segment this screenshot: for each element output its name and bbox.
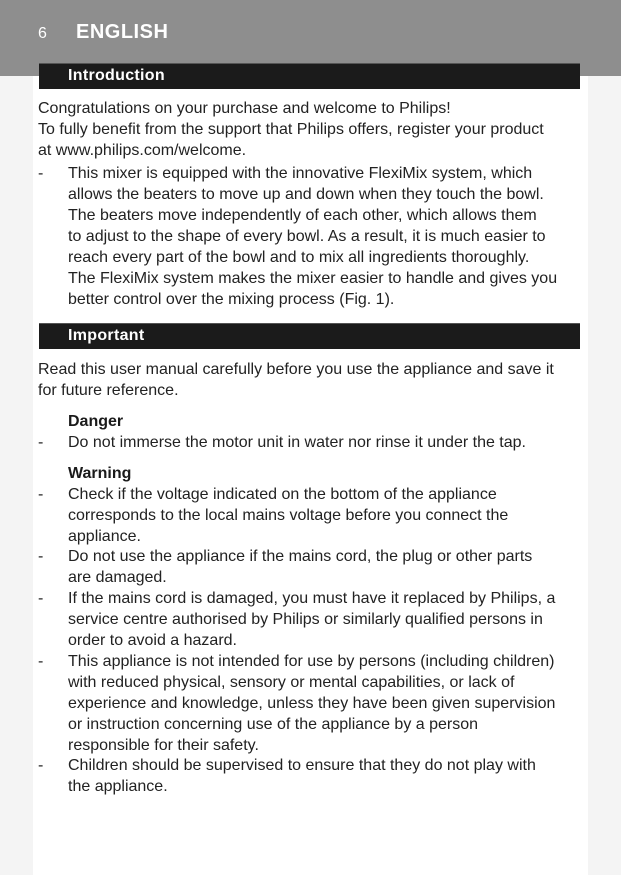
bullet-line: to adjust to the shape of every bowl. As a result, it is much easier to bbox=[68, 228, 546, 245]
bullet-text bbox=[68, 546, 583, 588]
bullet-line: responsible for their safety. bbox=[68, 737, 259, 754]
bullet-line: If the mains cord is damaged, you must have it replaced by Philips, a bbox=[68, 590, 556, 607]
bullet-line: with reduced physical, sensory or mental capabilities, or lack of bbox=[68, 674, 515, 691]
warning-item bbox=[38, 546, 583, 588]
bullet-line: or instruction concerning use of the appliance by a person bbox=[68, 716, 479, 733]
bullet-dash: - bbox=[38, 548, 44, 565]
page-language-title: ENGLISH bbox=[76, 21, 169, 43]
danger-item bbox=[38, 432, 583, 453]
bullet-line: The FlexiMix system makes the mixer easier to handle and gives you bbox=[68, 270, 558, 287]
bullet-line: This mixer is equipped with the innovative FlexiMix system, which bbox=[68, 165, 533, 182]
bullet-line: corresponds to the local mains voltage before you connect the bbox=[68, 507, 509, 524]
bullet-line: order to avoid a hazard. bbox=[68, 632, 237, 649]
intro-paragraph-line: Congratulations on your purchase and welcome to Philips! bbox=[38, 100, 451, 117]
bullet-line: experience and knowledge, unless they have been given supervision bbox=[68, 695, 556, 712]
bullet-line: Do not use the appliance if the mains cord, the plug or other parts bbox=[68, 548, 533, 565]
bullet-line: appliance. bbox=[68, 528, 141, 545]
bullet-line: the appliance. bbox=[68, 778, 168, 795]
bullet-text bbox=[68, 588, 583, 651]
warning-item bbox=[38, 484, 583, 547]
bullet-text bbox=[68, 651, 583, 756]
warning-item bbox=[38, 588, 583, 651]
bullet-line: service centre authorised by Philips or similarly qualified persons in bbox=[68, 611, 543, 628]
bullet-line: allows the beaters to move up and down when they touch the bowl. bbox=[68, 186, 544, 203]
warning-item bbox=[38, 651, 583, 756]
section-title-important: Important bbox=[68, 327, 145, 344]
section-bar-introduction bbox=[39, 63, 580, 89]
bullet-dash: - bbox=[38, 434, 44, 451]
intro-paragraph-line: at www.philips.com/welcome. bbox=[38, 142, 247, 159]
section-bar-important bbox=[39, 323, 580, 349]
important-intro-line: for future reference. bbox=[38, 382, 179, 399]
bullet-line: Children should be supervised to ensure that they do not play with bbox=[68, 757, 536, 774]
bullet-dash: - bbox=[38, 653, 44, 670]
page-number: 6 bbox=[38, 25, 47, 42]
intro-bullet bbox=[38, 163, 583, 310]
bullet-line: better control over the mixing process (Fig. 1). bbox=[68, 291, 395, 308]
bullet-dash: - bbox=[38, 486, 44, 503]
danger-heading: Danger bbox=[68, 413, 124, 430]
right-margin-strip bbox=[588, 76, 621, 875]
intro-paragraph-line: To fully benefit from the support that Philips offers, register your product bbox=[38, 121, 544, 138]
bullet-line: This appliance is not intended for use by persons (including children) bbox=[68, 653, 555, 670]
warning-item bbox=[38, 755, 583, 797]
bullet-line: are damaged. bbox=[68, 569, 167, 586]
bullet-dash: - bbox=[38, 590, 44, 607]
bullet-text bbox=[68, 163, 583, 310]
left-margin-strip bbox=[0, 76, 33, 875]
bullet-line: reach every part of the bowl and to mix all ingredients thoroughly. bbox=[68, 249, 530, 266]
bullet-line: Check if the voltage indicated on the bottom of the appliance bbox=[68, 486, 497, 503]
bullet-text bbox=[68, 755, 583, 797]
bullet-text bbox=[68, 484, 583, 547]
bullet-dash: - bbox=[38, 757, 44, 774]
bullet-text bbox=[68, 432, 583, 453]
bullet-line: Do not immerse the motor unit in water nor rinse it under the tap. bbox=[68, 434, 526, 451]
bullet-dash: - bbox=[38, 165, 44, 182]
section-title-introduction: Introduction bbox=[68, 67, 165, 84]
warning-heading: Warning bbox=[68, 465, 132, 482]
bullet-line: The beaters move independently of each other, which allows them bbox=[68, 207, 537, 224]
important-intro-line: Read this user manual carefully before you use the appliance and save it bbox=[38, 361, 554, 378]
